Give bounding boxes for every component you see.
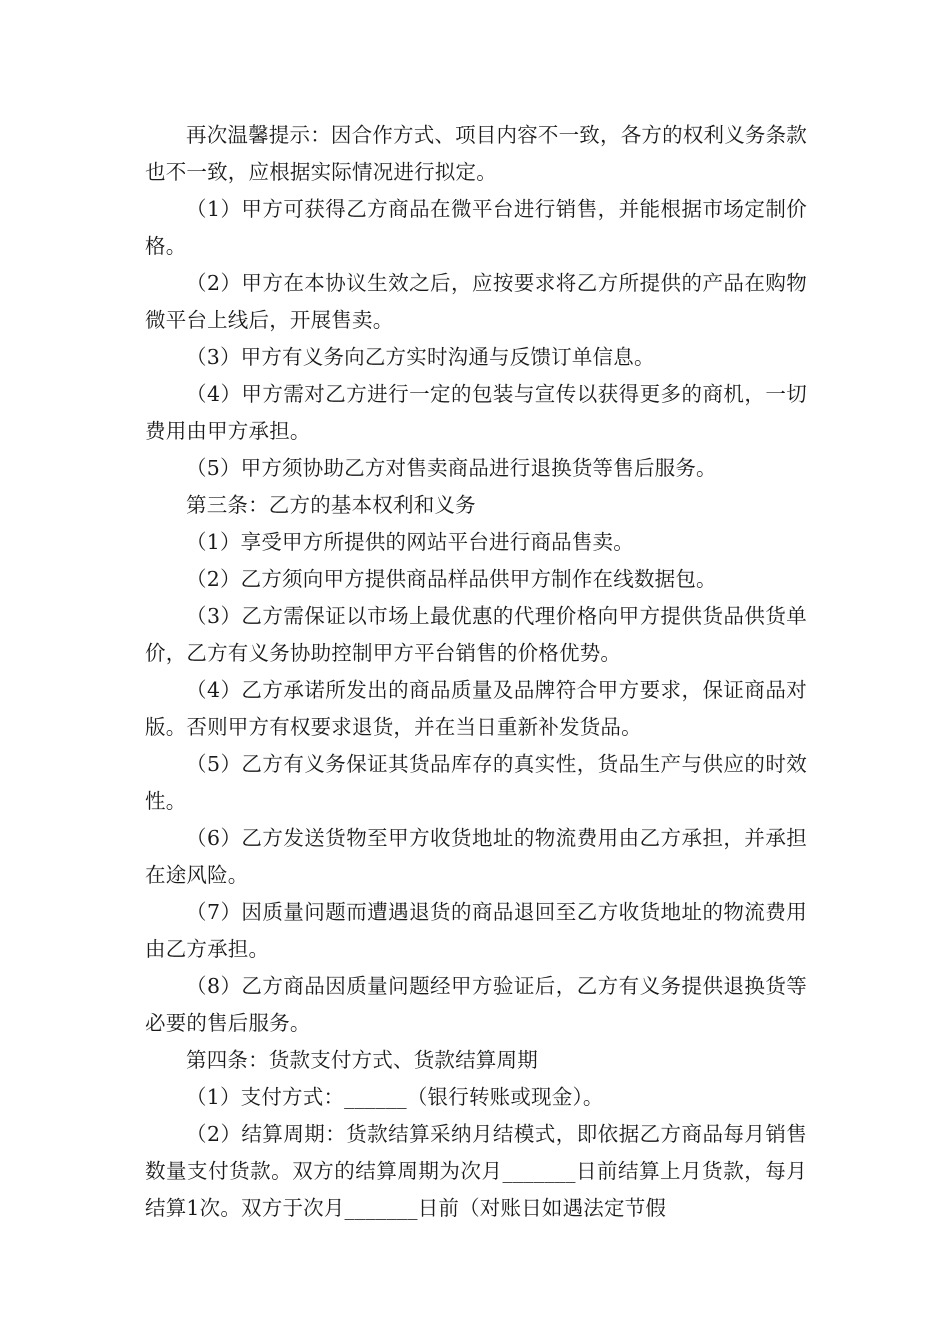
paragraph-party-b-7: （7）因质量问题而遭遇退货的商品退回至乙方收货地址的物流费用由乙方承担。 [145,900,807,961]
paragraph-party-a-4: （4）甲方需对乙方进行一定的包装与宣传以获得更多的商机，一切费用由甲方承担。 [145,382,807,443]
paragraph-party-b-5: （5）乙方有义务保证其货品库存的真实性，货品生产与供应的时效性。 [145,752,807,813]
paragraph-reminder: 再次温馨提示：因合作方式、项目内容不一致，各方的权利义务条款也不一致，应根据实际情况进行拟定。 [145,123,807,184]
paragraph-payment-2: （2）结算周期：货款结算采纳月结模式，即依据乙方商品每月销售数量支付货款。双方的结算周期为次月_______日前结算上月货款，每月结算1次。双方于次月_______日前（对账日如遇法定节假 [145,1122,807,1220]
paragraph-party-b-2: （2）乙方须向甲方提供商品样品供甲方制作在线数据包。 [186,567,717,591]
paragraph-party-a-1: （1）甲方可获得乙方商品在微平台进行销售，并能根据市场定制价格。 [145,197,807,258]
paragraph-party-b-4: （4）乙方承诺所发出的商品质量及品牌符合甲方要求，保证商品对版。否则甲方有权要求退货，并在当日重新补发货品。 [145,678,807,739]
paragraph-payment-1: （1）支付方式：______（银行转账或现金）。 [186,1085,604,1109]
paragraph-party-a-3: （3）甲方有义务向乙方实时沟通与反馈订单信息。 [186,345,655,369]
article-3-heading: 第三条：乙方的基本权利和义务 [186,493,476,517]
paragraph-party-b-6: （6）乙方发送货物至甲方收货地址的物流费用由乙方承担，并承担在途风险。 [145,826,807,887]
document-page [145,117,807,1227]
paragraph-party-b-8: （8）乙方商品因质量问题经甲方验证后，乙方有义务提供退换货等必要的售后服务。 [145,974,807,1035]
paragraph-party-b-1: （1）享受甲方所提供的网站平台进行商品售卖。 [186,530,634,554]
article-4-heading: 第四条：货款支付方式、货款结算周期 [186,1048,538,1072]
paragraph-party-a-2: （2）甲方在本协议生效之后，应按要求将乙方所提供的产品在购物微平台上线后，开展售卖。 [145,271,807,332]
paragraph-party-a-5: （5）甲方须协助乙方对售卖商品进行退换货等售后服务。 [186,456,717,480]
paragraph-party-b-3: （3）乙方需保证以市场上最优惠的代理价格向甲方提供货品供货单价，乙方有义务协助控制甲方平台销售的价格优势。 [145,604,807,665]
